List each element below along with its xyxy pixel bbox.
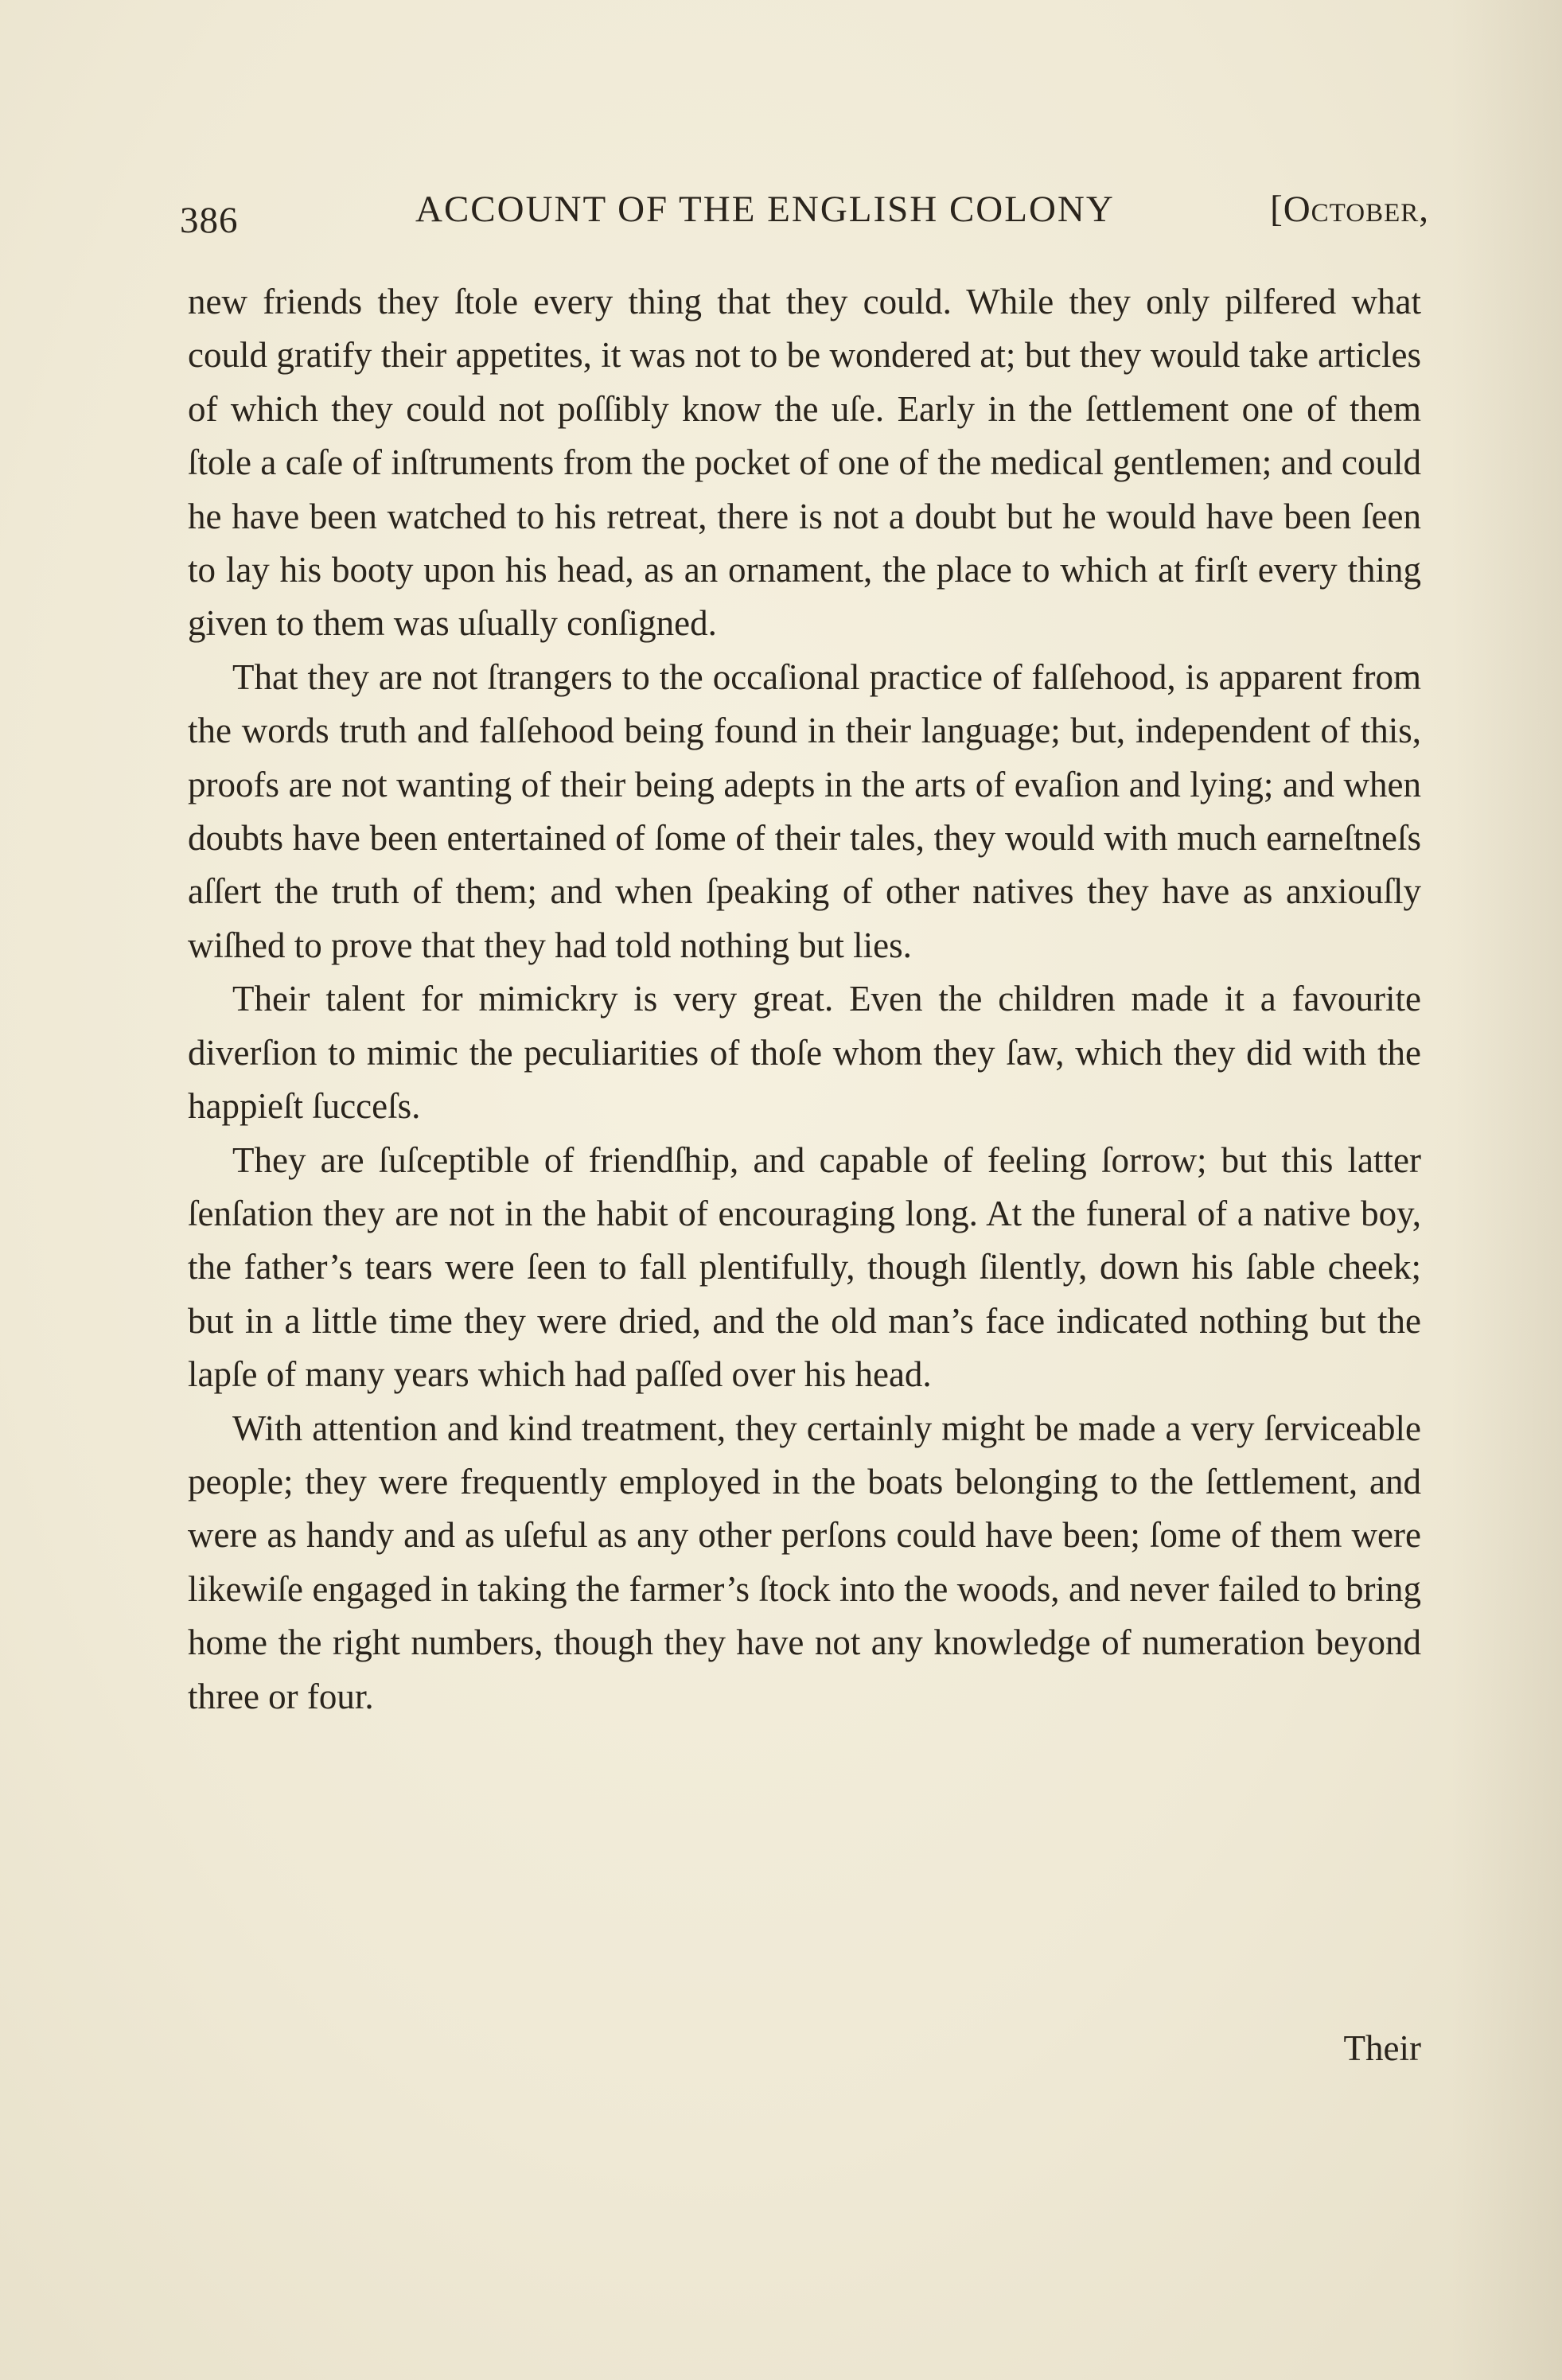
body-text: [188, 275, 1421, 1724]
paragraph-5: With attention and kind treatment, they certainly might be made a very ſerviceable people; they were frequently employed in the boats belonging to the ſettlement, and were as handy and as uſeful as any other perſons could have been; ſome of them were likewiſe engaged in taking the farmer’s ſtock into the woods, and never failed to bring home the right numbers, though they have not any knowledge of numeration beyond three or four.: [188, 1408, 1421, 1716]
running-title: ACCOUNT OF THE ENGLISH COLONY: [415, 189, 1115, 230]
running-head: [180, 188, 1429, 251]
paragraph-2: That they are not ſtrangers to the occaſional practice of falſehood, is apparent from the words truth and falſehood being found in their language; but, independent of this, proofs are not wanting of their being adepts in the arts of evaſion and lying; and when doubts have been entertained of ſome of their tales, they would with much earneſtneſs aſſert the truth of them; and when ſpeaking of other natives they have as anxiouſly wiſhed to prove that they had told nothing but lies.: [188, 656, 1421, 965]
paragraph-4: They are ſuſceptible of friendſhip, and capable of feeling ſorrow; but this latter ſenſation they are not in the habit of encouraging long. At the funeral of a native boy, the father’s tears were ſeen to fall plentifully, though ſilently, down his ſable cheek; but in a little time they were dried, and the old man’s face indicated nothing but the lapſe of many years which had paſſed over his head.: [188, 1139, 1421, 1395]
date-bracket: [: [1270, 189, 1283, 230]
catchword: Their: [1343, 2028, 1421, 2068]
paragraph-3: Their talent for mimickry is very great. Even the children made it a favourite diverſion to mimic the peculiarities of thoſe whom they ſaw, which they did with the happieſt ſucceſs.: [188, 979, 1421, 1127]
running-date: [1270, 188, 1429, 231]
page-number: 386: [180, 200, 239, 241]
paragraph-1: new friends they ſtole every thing that they could. While they only pilfered what could gratify their appetites, it was not to be wondered at; but they would take articles of which they could not poſſibly know the uſe. Early in the ſettlement one of them ſtole a caſe of inſtruments from the pocket of one of the medical gentlemen; and could he have been watched to his retreat, there is not a doubt but he would have been ſeen to lay his booty upon his head, as an ornament, the place to which at firſt every thing given to them was uſually conſigned.: [188, 282, 1421, 644]
date-text: October,: [1283, 189, 1429, 230]
page-fold-shadow: [1451, 0, 1562, 2380]
